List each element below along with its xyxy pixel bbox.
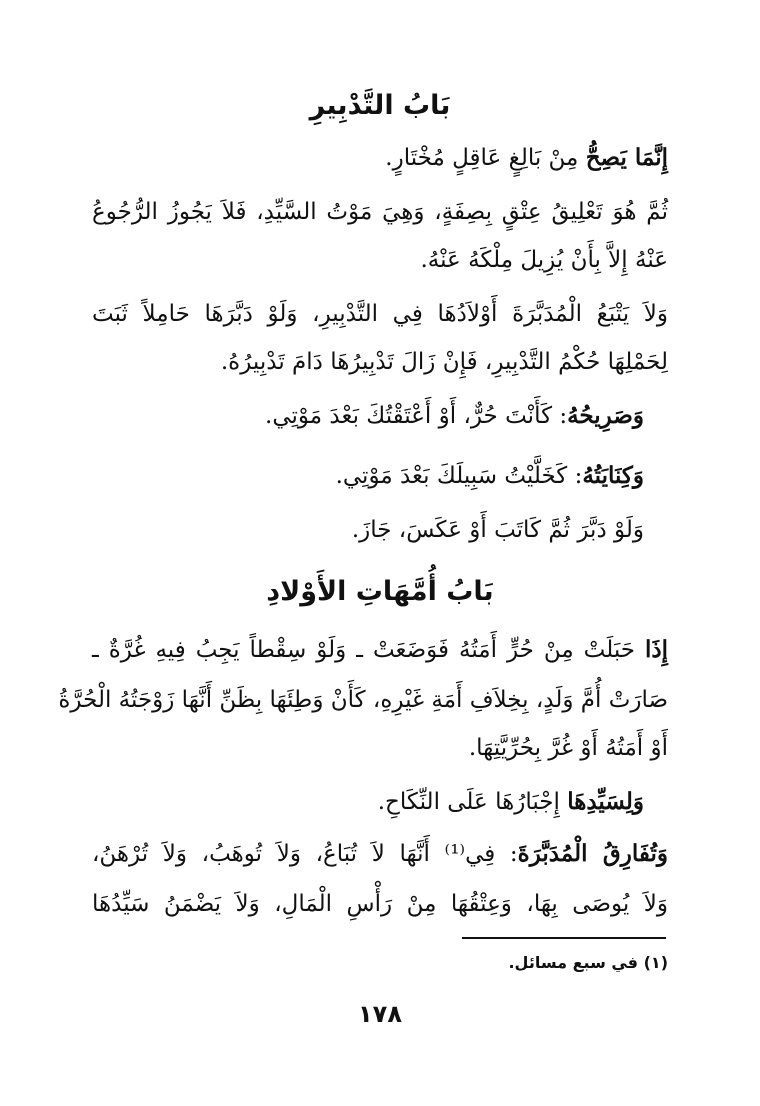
lead-words: وَصَرِيحُهُ — [567, 402, 644, 429]
lead-words: إِذَا — [644, 636, 668, 663]
paragraph-line — [378, 782, 644, 822]
lead-words: وَكِنَايَتُهُ — [582, 462, 644, 489]
footnote-divider — [462, 937, 666, 939]
paragraph-line — [385, 138, 668, 178]
paragraph-line: وَلَوْ دَبَّرَ ثُمَّ كَاتَبَ أَوْ عَكَسَ، جَازَ. — [351, 517, 644, 543]
chapter-heading-umahat-al-awlad: بَابُ أُمَّهَاتِ الأَوْلادِ — [266, 576, 494, 607]
lead-words: إِنَّمَا يَصِحُّ — [585, 144, 668, 171]
paragraph-line — [336, 456, 644, 496]
lead-words: وَتُفَارِقُ الْمُدَبَّرَةَ — [517, 840, 668, 867]
paragraph-line: صَارَتْ أُمَّ وَلَدٍ، بِخِلاَفِ أَمَةِ غَيْرِهِ، كَأَنْ وَطِئَهَا بِظَنِّ أَنَّهَا زَوْجَتُهُ الْحُرَّةُ — [58, 687, 668, 713]
paragraph-line: أَوْ أَمَتُهُ أَوْ غُرَّ بِحُرِّيَّتِهَا. — [468, 735, 668, 761]
line-text: : كَأَنْتَ حُرٌّ، أَوْ أَعْتَقْتُكَ بَعْدَ مَوْتِي. — [265, 403, 568, 429]
footnote-text: في سبع مسائل. — [508, 953, 639, 972]
paragraph-line: ثُمَّ هُوَ تَعْلِيقُ عِتْقٍ بِصِفَةٍ، وَهِيَ مَوْتُ السَّيِّدِ، فَلاَ يَجُوزُ الرُّجُوعُ — [92, 199, 668, 225]
footnote — [508, 950, 668, 976]
paragraph-line — [265, 396, 644, 436]
line-text: إِجْبَارُهَا عَلَى النِّكَاحِ. — [377, 789, 568, 815]
paragraph-line — [92, 834, 668, 874]
paragraph-line: وَلاَ يَتْبَعُ الْمُدَبَّرَةَ أَوْلاَدُهَا فِي التَّدْبِيرِ، وَلَوْ دَبَّرَهَا حَامِلاً ثَبَتَ — [92, 301, 668, 327]
paragraph-line: لِحَمْلِهَا حُكْمُ التَّدْبِيرِ، فَإِنْ زَالَ تَدْبِيرُهَا دَامَ تَدْبِيرُهُ. — [220, 349, 668, 375]
lead-words: وَلِسَيِّدِهَا — [567, 788, 644, 815]
line-text: حَبَلَتْ مِنْ حُرٍّ أَمَتُهُ فَوَضَعَتْ ـ وَلَوْ سِقْطاً يَجِبُ فِيهِ غُرَّةٌ ـ — [92, 637, 645, 663]
line-text: : كَخَلَّيْتُ سَبِيلَكَ بَعْدَ مَوْتِي. — [335, 463, 583, 489]
footnote-marker: (١) — [643, 953, 668, 972]
paragraph-line — [92, 630, 668, 670]
line-text: : فِي⁽¹⁾ أَنَّهَا لاَ تُبَاعُ، وَلاَ تُوهَبُ، وَلاَ تُرْهَنُ، — [92, 841, 518, 867]
chapter-heading-tadbir: بَابُ التَّدْبِيرِ — [309, 90, 451, 121]
line-text: مِنْ بَالِغٍ عَاقِلٍ مُخْتَارٍ. — [385, 145, 586, 171]
paragraph-line: عَنْهُ إِلاَّ بِأَنْ يُزِيلَ مِلْكَهُ عَنْهُ. — [420, 247, 668, 273]
paragraph-line: وَلاَ يُوصَى بِهَا، وَعِتْقُهَا مِنْ رَأْسِ الْمَالِ، وَلاَ يَضْمَنُ سَيِّدُهَا — [92, 891, 668, 917]
page-number: ١٧٨ — [358, 1000, 402, 1028]
